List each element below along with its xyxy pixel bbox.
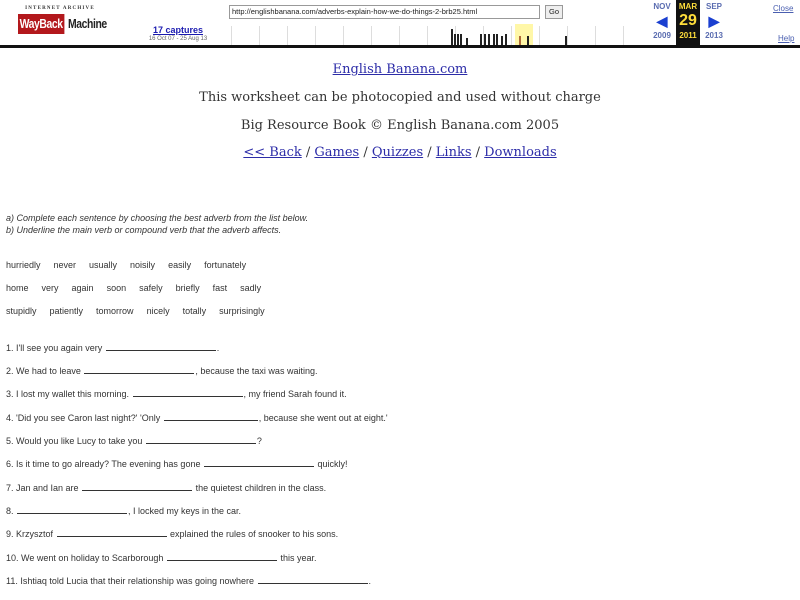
site-link[interactable]: English Banana.com — [332, 62, 468, 77]
captures-link[interactable]: 17 captures — [152, 25, 204, 35]
photocopy-notice: This worksheet can be photocopied and used without charge — [199, 90, 601, 105]
word: noisily — [130, 260, 156, 270]
current-year: 2011 — [679, 31, 697, 40]
current-month: MAR — [678, 2, 698, 11]
answer-blank — [167, 553, 277, 561]
question-10: 10. We went on holiday to Scarborough this year. — [6, 553, 317, 563]
word: soon — [106, 283, 127, 293]
next-arrow-icon[interactable]: ▶ — [708, 13, 720, 29]
answer-blank — [204, 459, 314, 467]
nav-games-link[interactable]: Games — [314, 145, 360, 160]
site-title — [0, 62, 800, 77]
word: totally — [182, 306, 207, 316]
word: home — [6, 283, 29, 293]
close-link[interactable]: Close — [773, 4, 794, 13]
word: safely — [139, 283, 163, 293]
word: tomorrow — [96, 306, 134, 316]
answer-blank — [82, 483, 192, 491]
question-6: 6. Is it time to go already? The evening has gone quickly! — [6, 459, 348, 469]
logo-machine: Machine — [67, 16, 107, 31]
question-4: 4. 'Did you see Caron last night?' 'Only , because she went out at eight.' — [6, 413, 388, 423]
internet-archive-label: INTERNET ARCHIVE — [25, 6, 95, 11]
word: fortunately — [204, 260, 247, 270]
answer-blank — [57, 529, 167, 537]
url-input[interactable]: http://englishbanana.com/adverbs-explain-how-we-do-things-2-brb25.html — [229, 5, 540, 19]
question-2: 2. We had to leave , because the taxi was waiting. — [6, 366, 318, 376]
word-bank-row-2 — [6, 283, 274, 293]
word: hurriedly — [6, 260, 41, 270]
instructions — [6, 212, 308, 236]
answer-blank — [17, 506, 127, 514]
next-month: SEP — [705, 2, 722, 11]
instruction-a: a) Complete each sentence by choosing the best adverb from the list below. — [6, 213, 309, 223]
copyright-line: Big Resource Book © English Banana.com 2005 — [240, 118, 560, 133]
question-3: 3. I lost my wallet this morning. , my friend Sarah found it. — [6, 389, 347, 399]
answer-blank — [84, 366, 194, 374]
nav-back-link[interactable]: << Back — [243, 145, 302, 160]
word: easily — [168, 260, 192, 270]
nav-links: << Back / Games / Quizzes / Links / Downloads — [243, 145, 557, 160]
date-navigator — [648, 0, 730, 46]
question-7: 7. Jan and Ian are the quietest children in the class. — [6, 483, 327, 493]
current-day: 29 — [679, 12, 697, 29]
capture-sparkline[interactable] — [225, 24, 645, 45]
wayback-logo[interactable] — [18, 6, 107, 40]
word: never — [53, 260, 77, 270]
answer-blank — [106, 343, 216, 351]
prev-arrow-icon[interactable]: ◀ — [656, 13, 668, 29]
word: usually — [89, 260, 118, 270]
word-bank-row-1 — [6, 260, 259, 270]
word: patiently — [49, 306, 84, 316]
word: fast — [212, 283, 228, 293]
word: nicely — [146, 306, 170, 316]
help-link[interactable]: Help — [778, 34, 795, 43]
question-8: 8. , I locked my keys in the car. — [6, 506, 242, 516]
answer-blank — [146, 436, 256, 444]
question-9: 9. Krzysztof explained the rules of snooker to his sons. — [6, 529, 339, 539]
current-capture — [676, 0, 700, 46]
nav-downloads-link[interactable]: Downloads — [484, 145, 557, 160]
wayback-toolbar — [0, 0, 800, 48]
question-1: 1. I'll see you again very . — [6, 343, 220, 353]
current-year-highlight — [515, 24, 533, 45]
nav-links-link[interactable]: Links — [435, 145, 472, 160]
word: very — [41, 283, 59, 293]
prev-capture[interactable] — [648, 0, 676, 41]
next-capture[interactable] — [700, 0, 728, 41]
word-bank-row-3 — [6, 306, 278, 316]
question-11: 11. Ishtiaq told Lucia that their relationship was going nowhere . — [6, 576, 372, 586]
answer-blank — [164, 413, 258, 421]
go-button[interactable]: Go — [545, 5, 563, 19]
word: briefly — [175, 283, 200, 293]
question-5: 5. Would you like Lucy to take you ? — [6, 436, 262, 446]
word: sadly — [240, 283, 262, 293]
word: stupidly — [6, 306, 37, 316]
prev-month: NOV — [653, 2, 671, 11]
logo-way: WayBack — [18, 14, 64, 34]
answer-blank — [133, 389, 243, 397]
instruction-b: b) Underline the main verb or compound verb that the adverb affects. — [6, 225, 282, 235]
word: again — [71, 283, 94, 293]
nav-quizzes-link[interactable]: Quizzes — [371, 145, 424, 160]
word: surprisingly — [219, 306, 265, 316]
answer-blank — [258, 576, 368, 584]
prev-year: 2009 — [653, 31, 671, 40]
captures-info — [138, 25, 218, 42]
captures-range: 16 Oct 07 - 25 Aug 13 — [148, 36, 208, 42]
next-year: 2013 — [705, 31, 723, 40]
